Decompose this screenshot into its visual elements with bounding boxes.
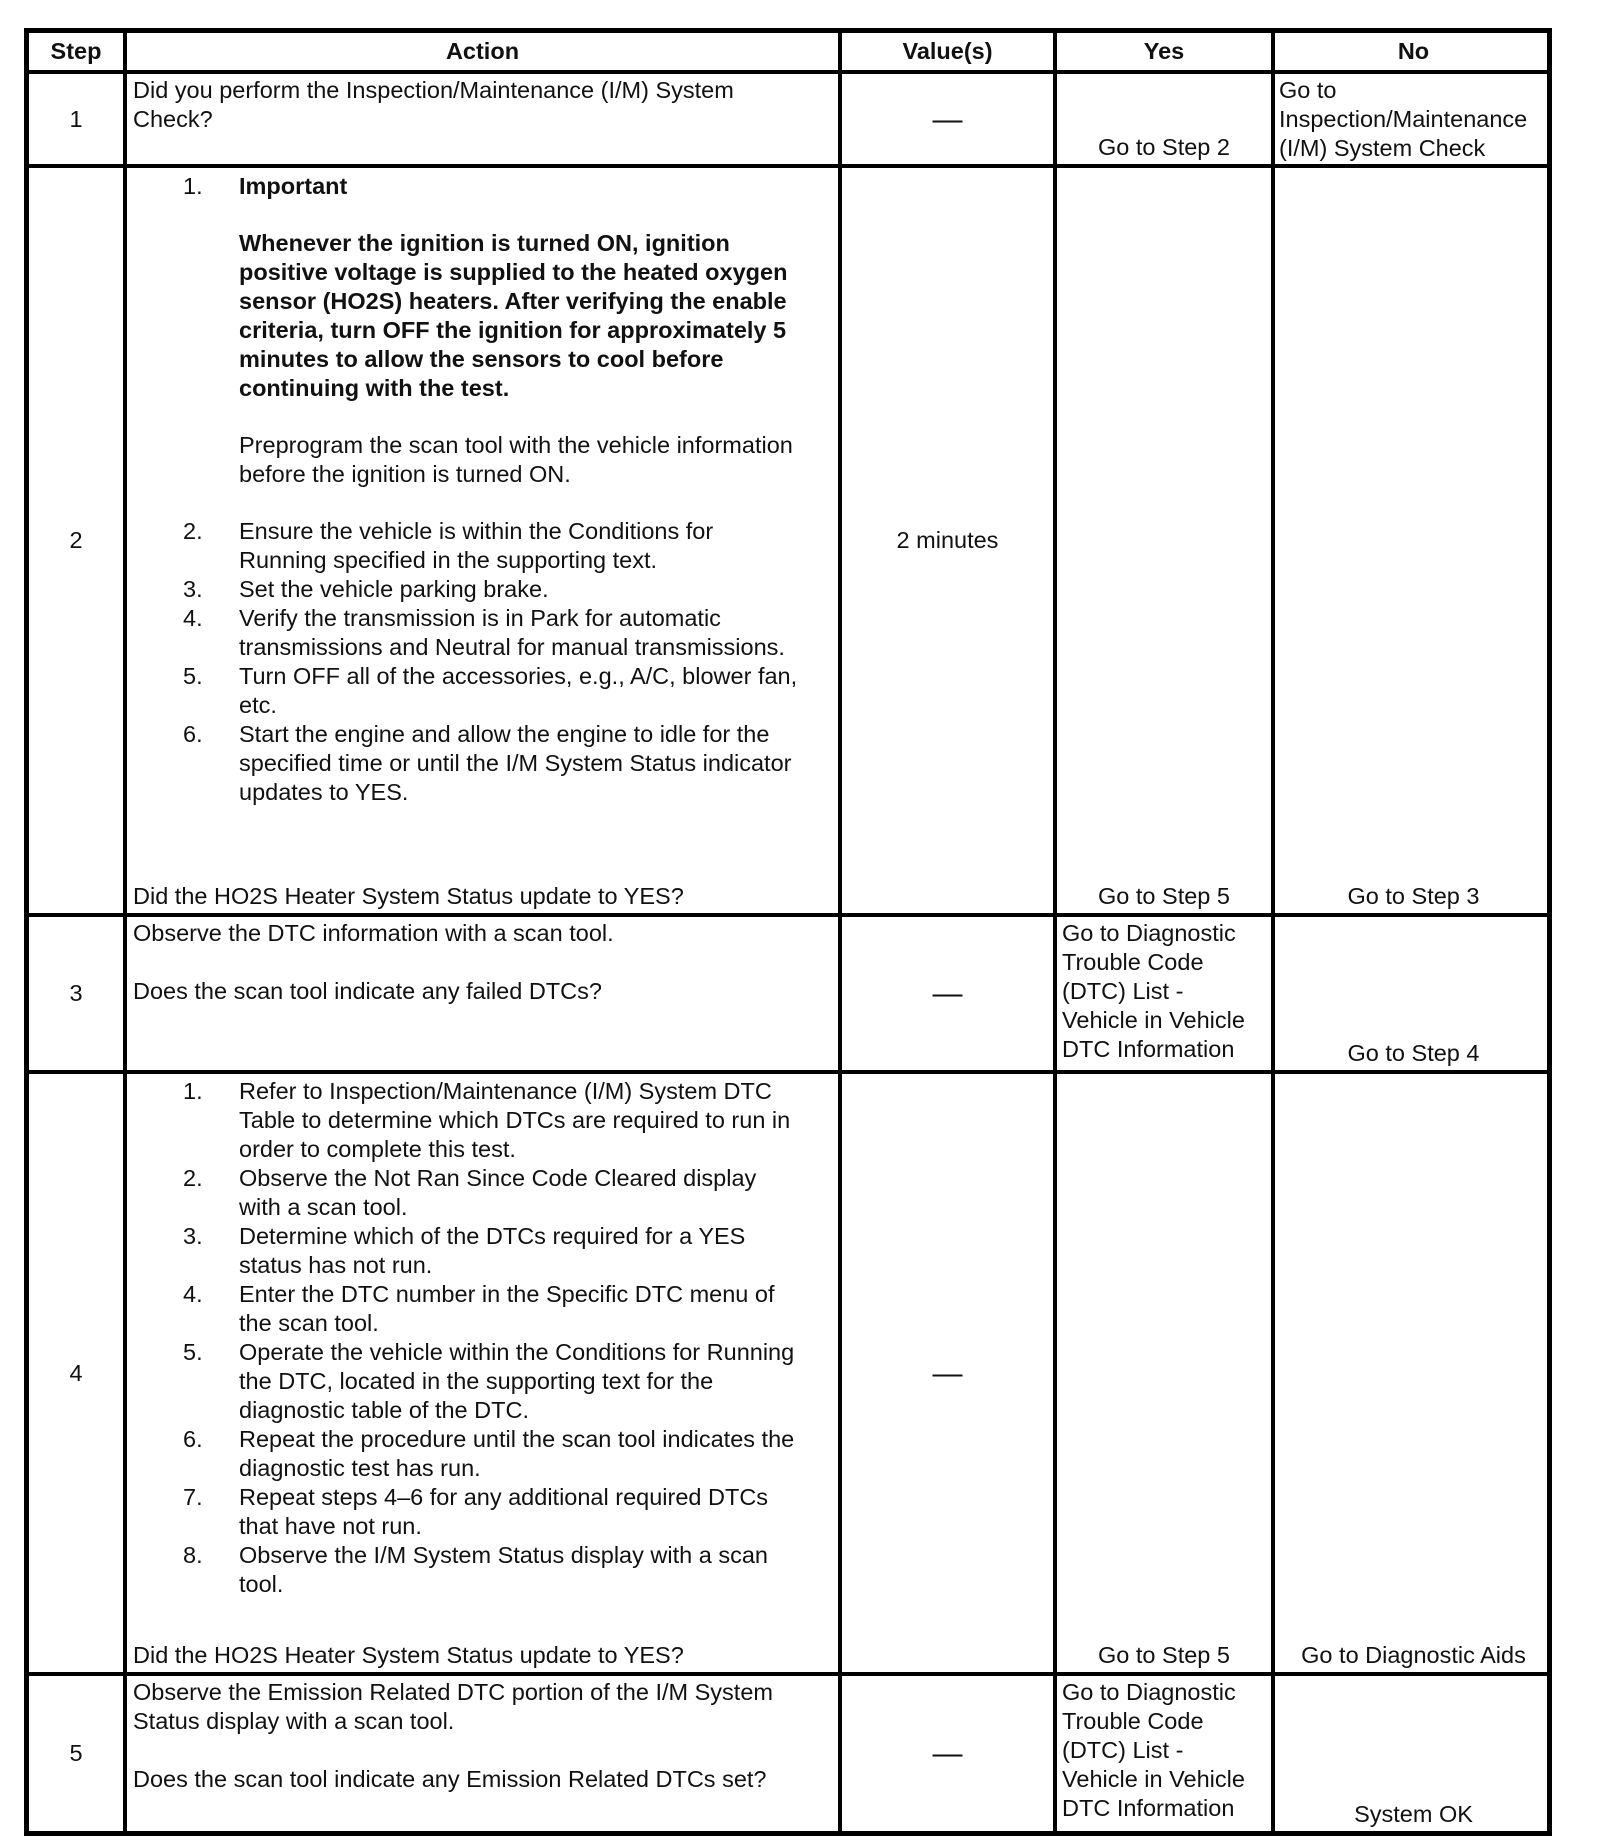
important-text: Whenever the ignition is turned ON, ignition positive voltage is supplied to the heated oxygen sensor (HO2S) heaters. After verifying the enable criteria, turn OFF the ignition for approximately 5 minutes to allow the sensors to cool before continuing with the test.	[239, 230, 788, 401]
action-cell	[127, 74, 838, 164]
yes-link[interactable]: Go to Step 5	[1098, 883, 1230, 909]
list-item	[133, 517, 834, 575]
header-yes: Yes	[1143, 38, 1185, 64]
no-link[interactable]: Go to Inspection/Maintenance (I/M) System Check	[1279, 77, 1528, 161]
list-text: Repeat steps 4–6 for any additional required DTCs that have not run.	[239, 1484, 769, 1539]
yes-link[interactable]: Go to Step 2	[1098, 134, 1230, 160]
step-number: 5	[69, 1740, 83, 1766]
diagnostic-table	[24, 28, 1552, 1836]
preprogram-note	[133, 431, 834, 489]
action-question: Did you perform the Inspection/Maintenance (I/M) System Check?	[133, 77, 734, 132]
header-no: No	[1397, 38, 1430, 64]
list-item	[133, 1280, 834, 1338]
no-link[interactable]: Go to Step 4	[1347, 1040, 1480, 1066]
action-question: Does the scan tool indicate any Emission Related DTCs set?	[133, 1766, 767, 1792]
value-cell: 2 minutes	[896, 527, 999, 553]
list-text: Determine which of the DTCs required for a YES status has not run.	[239, 1223, 746, 1278]
list-number: 1.	[183, 173, 203, 199]
list-text: Refer to Inspection/Maintenance (I/M) System DTC Table to determine which DTCs are required to run in order to complete this test.	[239, 1078, 791, 1162]
header-step: Step	[50, 38, 102, 64]
step-number: 4	[69, 1359, 83, 1386]
list-number: 2.	[183, 1165, 203, 1191]
action-text: Observe the DTC information with a scan tool.	[133, 920, 614, 946]
list-number: 5.	[183, 1339, 203, 1365]
list-text: Start the engine and allow the engine to idle for the specified time or until the I/M System Status indicator updates to YES.	[239, 721, 792, 805]
list-item	[133, 575, 834, 604]
list-item	[133, 1541, 834, 1599]
list-item	[133, 1077, 834, 1164]
list-number: 3.	[183, 1223, 203, 1249]
list-number: 6.	[183, 1426, 203, 1452]
list-item	[133, 604, 834, 662]
list-item	[133, 1222, 834, 1280]
action-text: Observe the Emission Related DTC portion of the I/M System Status display with a scan tool.	[133, 1679, 773, 1734]
list-number: 8.	[183, 1542, 203, 1568]
action-question: Did the HO2S Heater System Status update to YES?	[133, 1642, 684, 1668]
list-number: 1.	[183, 1078, 203, 1104]
procedure-list	[133, 1077, 834, 1599]
action-question: Does the scan tool indicate any failed DTCs?	[133, 978, 602, 1004]
value-cell: —	[932, 1356, 963, 1390]
action-cell	[127, 1676, 838, 1831]
list-text: Verify the transmission is in Park for automatic transmissions and Neutral for manual transmissions.	[239, 605, 785, 660]
step-number: 2	[69, 527, 83, 553]
list-number: 3.	[183, 576, 203, 602]
list-text: Enter the DTC number in the Specific DTC menu of the scan tool.	[239, 1281, 775, 1336]
list-number: 4.	[183, 605, 203, 631]
action-cell	[127, 1074, 838, 1672]
header-values: Value(s)	[902, 38, 993, 64]
list-item	[133, 1425, 834, 1483]
no-link[interactable]: Go to Step 3	[1347, 883, 1480, 909]
action-question: Did the HO2S Heater System Status update to YES?	[133, 883, 684, 909]
preprogram-text: Preprogram the scan tool with the vehicle information before the ignition is turned ON.	[239, 432, 793, 487]
yes-link[interactable]: Go to Step 5	[1098, 1642, 1230, 1668]
value-cell: —	[932, 1737, 963, 1770]
list-text: Set the vehicle parking brake.	[239, 576, 549, 602]
list-item	[133, 720, 834, 807]
list-number: 7.	[183, 1484, 203, 1510]
list-item	[133, 1338, 834, 1425]
list-text: Turn OFF all of the accessories, e.g., A/C, blower fan, etc.	[239, 663, 798, 718]
list-number: 2.	[183, 518, 203, 544]
list-number: 4.	[183, 1281, 203, 1307]
action-cell	[127, 168, 838, 913]
list-number: 5.	[183, 663, 203, 689]
list-text: Observe the I/M System Status display with a scan tool.	[239, 1542, 768, 1597]
list-item	[133, 172, 834, 201]
list-item	[133, 662, 834, 720]
list-text: Observe the Not Ran Since Code Cleared display with a scan tool.	[239, 1165, 757, 1220]
list-item	[133, 1164, 834, 1222]
action-cell	[127, 917, 838, 1070]
yes-link[interactable]: Go to Diagnostic Trouble Code (DTC) List - Vehicle in Vehicle DTC Information	[1062, 920, 1245, 1062]
value-cell: —	[932, 102, 963, 136]
list-item	[133, 1483, 834, 1541]
procedure-list	[133, 517, 834, 807]
yes-link[interactable]: Go to Diagnostic Trouble Code (DTC) List - Vehicle in Vehicle DTC Information	[1062, 1679, 1245, 1821]
no-link[interactable]: Go to Diagnostic Aids	[1301, 1642, 1526, 1668]
list-text: Ensure the vehicle is within the Conditions for Running specified in the supporting text.	[239, 518, 714, 573]
important-label: Important	[239, 173, 348, 199]
list-text: Repeat the procedure until the scan tool indicates the diagnostic test has run.	[239, 1426, 795, 1481]
step-number: 1	[69, 105, 83, 132]
step-number: 3	[69, 980, 83, 1006]
important-note	[133, 229, 834, 403]
header-action: Action	[445, 38, 520, 64]
value-cell: —	[932, 977, 963, 1010]
list-number: 6.	[183, 721, 203, 747]
no-link[interactable]: System OK	[1354, 1801, 1473, 1827]
list-text: Operate the vehicle within the Conditions for Running the DTC, located in the supporting text for the diagnostic table of the DTC.	[239, 1339, 795, 1423]
